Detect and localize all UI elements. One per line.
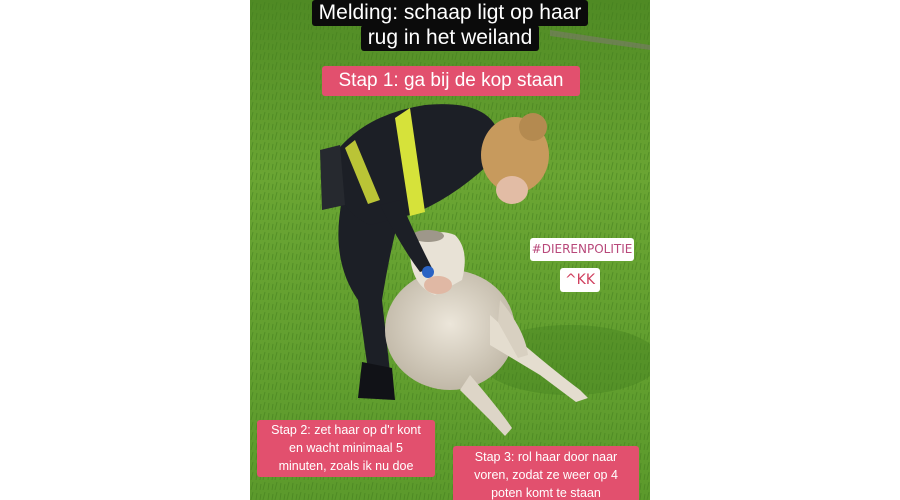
header-caption-line1: Melding: schaap ligt op haar xyxy=(250,0,650,26)
photo-frame xyxy=(250,0,650,500)
hair-bun xyxy=(519,113,547,141)
step2-caption: Stap 2: zet haar op d'r kont en wacht minimaal 5 minuten, zoals ik nu doe xyxy=(257,420,435,477)
wristwatch xyxy=(422,266,434,278)
signature-sticker: ^KK xyxy=(560,268,600,292)
step3-caption: Stap 3: rol haar door naar voren, zodat ze weer op 4 poten komt te staan xyxy=(453,446,639,500)
officer-face xyxy=(496,176,528,204)
hashtag-sticker: #DIERENPOLITIE xyxy=(530,238,634,261)
step1-caption: Stap 1: ga bij de kop staan xyxy=(322,66,580,96)
header-caption-line2: rug in het weiland xyxy=(250,25,650,51)
officer-hand xyxy=(424,276,452,294)
officer-boot xyxy=(358,362,395,400)
